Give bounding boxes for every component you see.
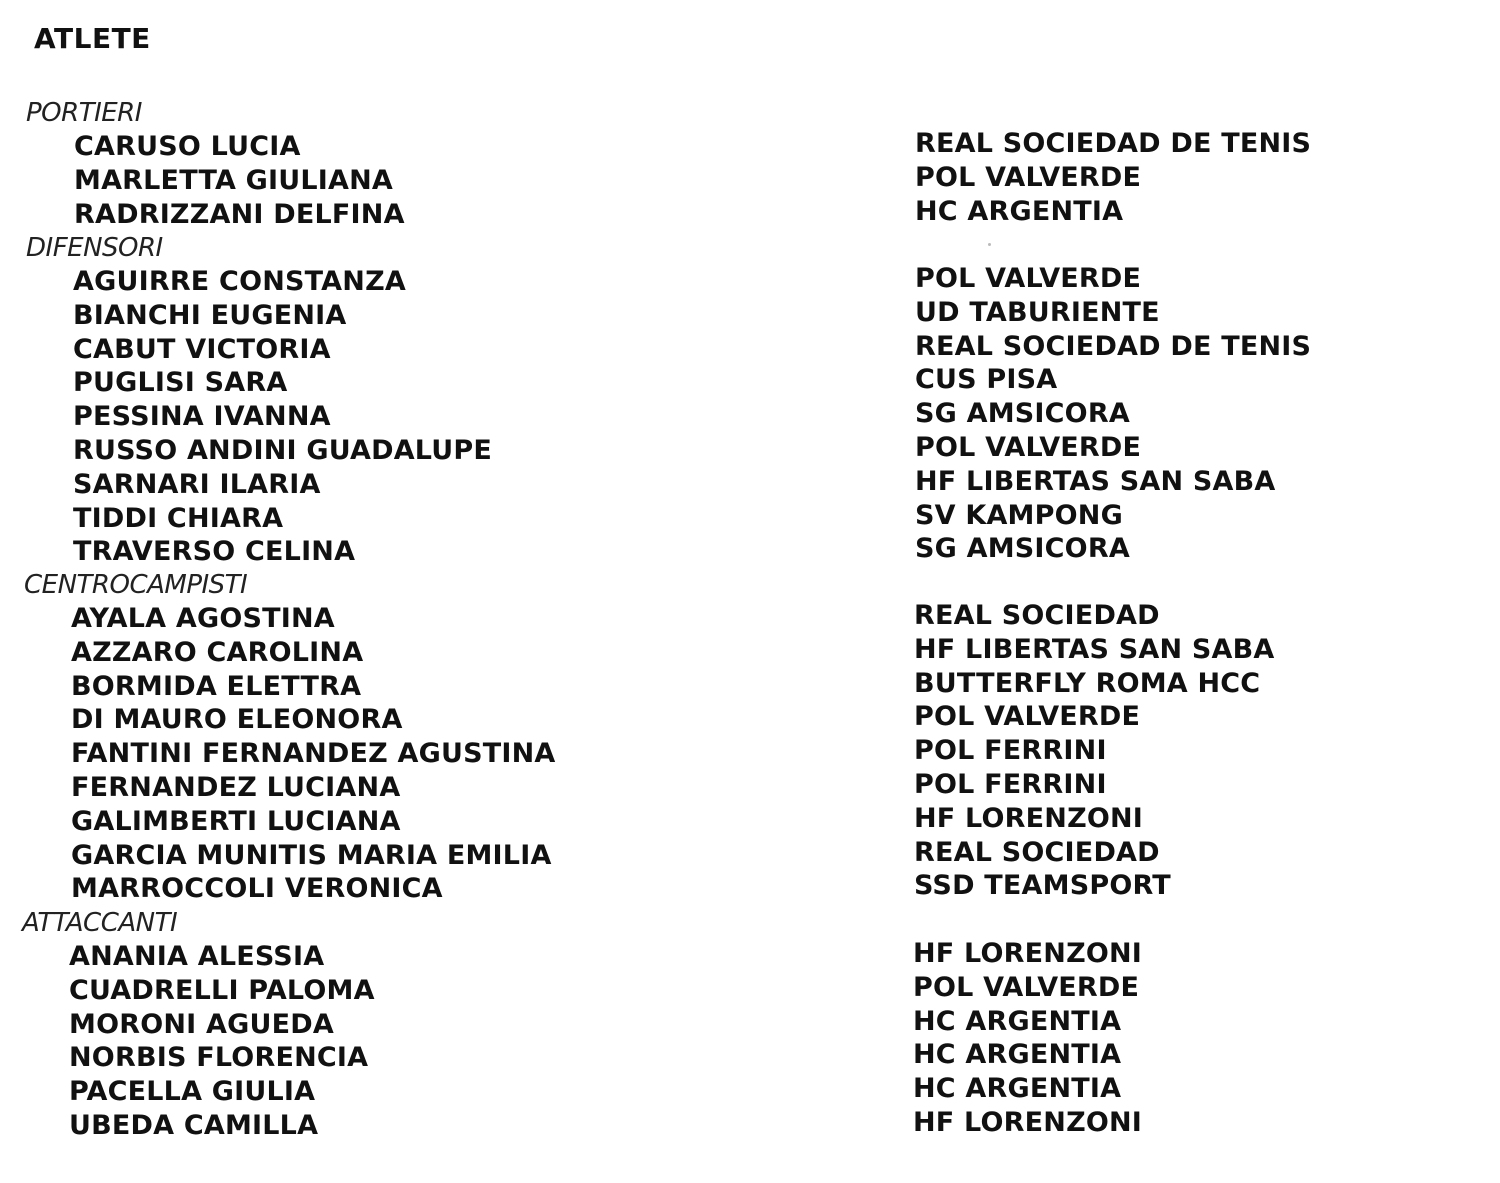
athlete-name: GALIMBERTI LUCIANA [71,805,401,837]
club-name: BUTTERFLY ROMA HCC [914,667,1261,699]
category-heading: PORTIERI [26,98,142,128]
athlete-name: PUGLISI SARA [73,367,288,399]
athlete-name: MORONI AGUEDA [69,1008,334,1040]
athlete-name: ANANIA ALESSIA [69,941,325,972]
club-name: SV KAMPONG [915,499,1123,531]
category-heading: ATTACCANTI [22,908,178,938]
athlete-name: SARNARI ILARIA [73,468,321,500]
club-name: HF LIBERTAS SAN SABA [914,633,1275,665]
club-name: CUS PISA [915,364,1058,396]
club-name: REAL SOCIEDAD DE TENIS [915,128,1312,159]
club-name: HF LORENZONI [913,1107,1143,1138]
club-name: UD TABURIENTE [915,296,1160,328]
athlete-name: MARLETTA GIULIANA [74,164,394,196]
athlete-name: AGUIRRE CONSTANZA [73,266,406,297]
club-name: SG AMSICORA [915,398,1130,430]
club-name: SG AMSICORA [915,533,1130,565]
athlete-name: CARUSO LUCIA [74,131,301,162]
athlete-name: UBEDA CAMILLA [69,1110,319,1141]
athlete-name: TRAVERSO CELINA [73,536,356,568]
athlete-name: AYALA AGOSTINA [71,603,335,634]
scan-speck [988,243,991,246]
club-name: HC ARGENTIA [913,1005,1122,1037]
athlete-name: FERNANDEZ LUCIANA [71,772,401,803]
athlete-name: PESSINA IVANNA [73,401,331,433]
athlete-name: CABUT VICTORIA [73,333,331,365]
athlete-name: CUADRELLI PALOMA [69,974,375,1006]
athlete-name: MARROCCOLI VERONICA [71,873,443,905]
club-name: POL VALVERDE [915,263,1142,294]
club-name: POL FERRINI [914,735,1107,767]
category-heading: CENTROCAMPISTI [24,570,248,600]
athlete-name: NORBIS FLORENCIA [69,1042,369,1074]
club-name: POL VALVERDE [914,701,1141,733]
club-name: REAL SOCIEDAD [914,836,1160,868]
athlete-name: FANTINI FERNANDEZ AGUSTINA [71,738,556,770]
category-heading: DIFENSORI [26,233,163,263]
athlete-name: RUSSO ANDINI GUADALUPE [73,435,492,466]
club-name: REAL SOCIEDAD [914,600,1160,631]
page-title: ATLETE [34,22,151,55]
athlete-name: BIANCHI EUGENIA [73,299,347,331]
club-name: HC ARGENTIA [913,1039,1122,1071]
athlete-name: AZZARO CAROLINA [71,636,364,668]
club-name: POL VALVERDE [915,161,1142,193]
athlete-name: DI MAURO ELEONORA [71,704,403,736]
club-name: SSD TEAMSPORT [914,870,1171,902]
athlete-name: RADRIZZANI DELFINA [74,198,405,230]
athlete-name: PACELLA GIULIA [69,1076,316,1108]
club-name: HC ARGENTIA [915,195,1124,227]
club-name: HF LORENZONI [913,938,1143,969]
club-name: HC ARGENTIA [913,1073,1122,1105]
club-name: HF LIBERTAS SAN SABA [915,465,1276,497]
club-name: REAL SOCIEDAD DE TENIS [915,330,1312,362]
club-name: POL FERRINI [914,769,1107,800]
club-name: POL VALVERDE [913,971,1140,1003]
athlete-name: BORMIDA ELETTRA [71,670,362,702]
club-name: HF LORENZONI [914,802,1144,834]
athlete-name: TIDDI CHIARA [73,502,284,534]
club-name: POL VALVERDE [915,432,1142,463]
athlete-name: GARCIA MUNITIS MARIA EMILIA [71,839,552,871]
